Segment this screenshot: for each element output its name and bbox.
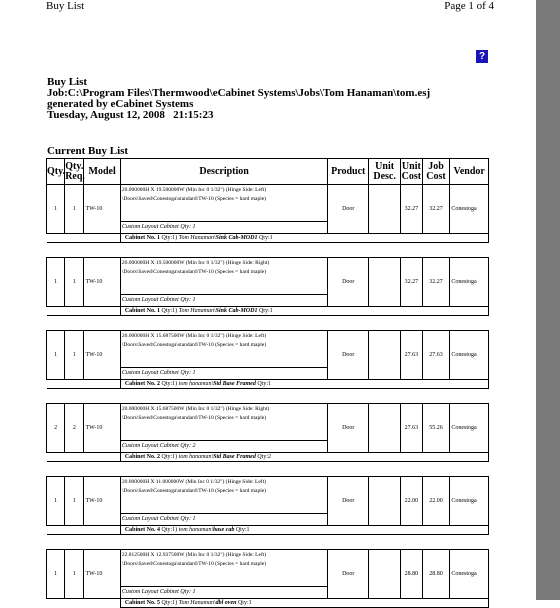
product-cell: Door bbox=[328, 550, 369, 599]
table-row bbox=[47, 477, 489, 526]
cabinet-info bbox=[120, 453, 488, 462]
product-cell: Door bbox=[328, 258, 369, 307]
cabinet-total-qty: Qty:2 bbox=[257, 454, 271, 460]
cabinet-name: dbl oven bbox=[215, 600, 237, 606]
cabinet-name: Sink Cab-MOD1 bbox=[215, 235, 258, 241]
page-header-bar bbox=[46, 0, 494, 14]
custom-layout-text: Custom Layout Cabinet Qty: 1 bbox=[121, 513, 328, 525]
product-cell: Door bbox=[328, 185, 369, 234]
cabinet-info bbox=[120, 526, 488, 535]
cabinet-total-qty: Qty:1 bbox=[258, 308, 273, 314]
model-cell: TW-10 bbox=[84, 477, 120, 526]
cabinet-qty: Qty:1) bbox=[161, 527, 178, 533]
description-text: 20.000000H X 19.500000W (Min Inc 0 1/32") (Hinge Side: Right) \Doors\Saved\Conestoga\standard\TW-10 (Species = hard maple) bbox=[121, 260, 270, 275]
cabinet-number: Cabinet No. 2 bbox=[124, 381, 160, 387]
header-row bbox=[47, 159, 489, 185]
section-title: Current Buy List bbox=[47, 145, 129, 157]
product-cell: Door bbox=[328, 477, 369, 526]
cabinet-name: base cab bbox=[213, 527, 235, 533]
qty-cell: 1 bbox=[47, 550, 65, 599]
cabinet-owner: tom hanaman\ bbox=[178, 381, 214, 387]
report-header bbox=[47, 77, 430, 121]
unit-cost-cell: 27.63 bbox=[401, 331, 422, 380]
col-model: Model bbox=[84, 159, 120, 185]
job-cost-cell: 32.27 bbox=[422, 185, 450, 234]
col-vendor: Vendor bbox=[450, 159, 489, 185]
table-row bbox=[47, 258, 489, 307]
model-cell: TW-10 bbox=[84, 404, 120, 453]
cabinet-info bbox=[120, 307, 488, 316]
table-row bbox=[47, 550, 489, 599]
model-cell: TW-10 bbox=[84, 550, 120, 599]
cabinet-owner: Tom Hanaman\ bbox=[178, 308, 216, 314]
help-icon[interactable]: ? bbox=[476, 50, 488, 63]
job-cost-cell: 22.00 bbox=[422, 477, 450, 526]
description-cell bbox=[120, 331, 328, 380]
qty-cell: 1 bbox=[47, 185, 65, 234]
vendor-cell: Conestoga bbox=[450, 331, 489, 380]
cabinet-row bbox=[47, 307, 489, 316]
qty-req-cell: 1 bbox=[65, 477, 84, 526]
model-cell: TW-10 bbox=[84, 331, 120, 380]
job-path: Job:C:\Program Files\Thermwood\eCabinet Systems\Jobs\Tom Hanaman\tom.esj bbox=[47, 87, 431, 99]
model-cell: TW-10 bbox=[84, 185, 120, 234]
description-cell bbox=[120, 258, 328, 307]
cabinet-owner: tom hanaman\ bbox=[178, 454, 214, 460]
cabinet-owner: Tom Hanaman\ bbox=[178, 600, 216, 606]
vendor-cell: Conestoga bbox=[450, 404, 489, 453]
unit-desc-cell bbox=[369, 477, 401, 526]
generated-by: generated by eCabinet Systems bbox=[47, 98, 194, 110]
job-cost-cell: 55.26 bbox=[422, 404, 450, 453]
cabinet-owner: Tom Hanaman\ bbox=[178, 235, 216, 241]
description-cell bbox=[120, 185, 328, 234]
qty-cell: 1 bbox=[47, 258, 65, 307]
cabinet-name: Sink Cab-MOD1 bbox=[215, 308, 258, 314]
col-unit-desc: Unit Desc. bbox=[369, 159, 401, 185]
description-cell bbox=[120, 404, 328, 453]
description-text: 20.000000H X 15.687500W (Min Inc 0 1/32") (Hinge Side: Right) \Doors\Saved\Conestoga\standard\TW-10 (Species = hard maple) bbox=[121, 406, 270, 421]
row-spacer bbox=[47, 316, 489, 331]
row-spacer bbox=[47, 389, 489, 404]
row-spacer bbox=[47, 535, 489, 550]
description-cell bbox=[120, 477, 328, 526]
description-text: 22.812500H X 12.937500W (Min Inc 0 1/32") (Hinge Side: Left) \Doors\Saved\Conestoga\standard\TW-10 (Species = hard maple) bbox=[121, 552, 267, 567]
cabinet-total-qty: Qty:1 bbox=[258, 235, 273, 241]
unit-desc-cell bbox=[369, 550, 401, 599]
qty-req-cell: 1 bbox=[65, 258, 84, 307]
custom-layout-text: Custom Layout Cabinet Qty: 1 bbox=[121, 367, 328, 379]
cabinet-number: Cabinet No. 5 bbox=[124, 600, 160, 606]
page-number: Page 1 of 4 bbox=[444, 0, 494, 12]
report-date: Tuesday, August 12, 2008 21:15:23 bbox=[47, 109, 214, 121]
cabinet-info bbox=[120, 234, 488, 243]
unit-desc-cell bbox=[369, 404, 401, 453]
vendor-cell: Conestoga bbox=[450, 550, 489, 599]
cabinet-number: Cabinet No. 4 bbox=[124, 527, 160, 533]
cabinet-row bbox=[47, 234, 489, 243]
qty-req-cell: 1 bbox=[65, 331, 84, 380]
qty-cell: 2 bbox=[47, 404, 65, 453]
custom-layout-text: Custom Layout Cabinet Qty: 1 bbox=[121, 294, 328, 306]
report-name: Buy List bbox=[46, 0, 85, 12]
cabinet-number: Cabinet No. 2 bbox=[124, 454, 160, 460]
report-title: Buy List bbox=[47, 76, 88, 88]
vendor-cell: Conestoga bbox=[450, 477, 489, 526]
qty-cell: 1 bbox=[47, 477, 65, 526]
cabinet-row bbox=[47, 526, 489, 535]
description-text: 20.000000H X 19.500000W (Min Inc 0 1/32") (Hinge Side: Left) \Doors\Saved\Conestoga\standard\TW-10 (Species = hard maple) bbox=[121, 187, 267, 202]
description-text: 20.000000H X 15.687500W (Min Inc 0 1/32") (Hinge Side: Left) \Doors\Saved\Conestoga\standard\TW-10 (Species = hard maple) bbox=[121, 333, 267, 348]
cabinet-info bbox=[120, 380, 488, 389]
qty-req-cell: 1 bbox=[65, 185, 84, 234]
table-row bbox=[47, 185, 489, 234]
unit-desc-cell bbox=[369, 185, 401, 234]
vendor-cell: Conestoga bbox=[450, 258, 489, 307]
description-cell bbox=[120, 550, 328, 599]
unit-cost-cell: 27.63 bbox=[401, 404, 422, 453]
cabinet-total-qty: Qty:1 bbox=[235, 527, 250, 533]
unit-cost-cell: 32.27 bbox=[401, 185, 422, 234]
cabinet-name: Std Base Framed bbox=[213, 381, 256, 387]
table-row bbox=[47, 404, 489, 453]
product-cell: Door bbox=[328, 331, 369, 380]
cabinet-total-qty: Qty:1 bbox=[257, 381, 271, 387]
cabinet-qty: Qty:1) bbox=[161, 235, 178, 241]
table-row bbox=[47, 331, 489, 380]
job-cost-cell: 32.27 bbox=[422, 258, 450, 307]
cabinet-owner: tom hanaman\ bbox=[178, 527, 214, 533]
row-spacer bbox=[47, 462, 489, 477]
cabinet-number: Cabinet No. 1 bbox=[124, 308, 160, 314]
job-cost-cell: 27.63 bbox=[422, 331, 450, 380]
unit-desc-cell bbox=[369, 258, 401, 307]
buy-list-table bbox=[46, 158, 489, 608]
unit-cost-cell: 28.80 bbox=[401, 550, 422, 599]
cabinet-qty: Qty:1) bbox=[161, 308, 178, 314]
col-qty-req: Qty. Req. bbox=[65, 159, 84, 185]
cabinet-number: Cabinet No. 1 bbox=[124, 235, 160, 241]
custom-layout-text: Custom Layout Cabinet Qty: 2 bbox=[121, 440, 328, 452]
cabinet-total-qty: Qty:1 bbox=[237, 600, 252, 606]
unit-desc-cell bbox=[369, 331, 401, 380]
description-text: 20.000000H X 11.000000W (Min Inc 0 1/32") (Hinge Side: Left) \Doors\Saved\Conestoga\standard\TW-10 (Species = hard maple) bbox=[121, 479, 267, 494]
cabinet-qty: Qty:1) bbox=[161, 600, 178, 606]
qty-req-cell: 1 bbox=[65, 550, 84, 599]
vendor-cell: Conestoga bbox=[450, 185, 489, 234]
col-job-cost: Job Cost bbox=[422, 159, 450, 185]
row-spacer bbox=[47, 243, 489, 258]
cabinet-row bbox=[47, 453, 489, 462]
custom-layout-text: Custom Layout Cabinet Qty: 1 bbox=[121, 586, 328, 598]
qty-cell: 1 bbox=[47, 331, 65, 380]
unit-cost-cell: 22.00 bbox=[401, 477, 422, 526]
model-cell: TW-10 bbox=[84, 258, 120, 307]
col-unit-cost: Unit Cost bbox=[401, 159, 422, 185]
job-cost-cell: 28.80 bbox=[422, 550, 450, 599]
qty-req-cell: 2 bbox=[65, 404, 84, 453]
col-product: Product bbox=[328, 159, 369, 185]
unit-cost-cell: 32.27 bbox=[401, 258, 422, 307]
cabinet-row bbox=[47, 380, 489, 389]
cabinet-qty: Qty:1) bbox=[161, 381, 178, 387]
col-description: Description bbox=[120, 159, 328, 185]
col-qty: Qty. bbox=[47, 159, 65, 185]
product-cell: Door bbox=[328, 404, 369, 453]
cabinet-name: Std Base Framed bbox=[213, 454, 256, 460]
custom-layout-text: Custom Layout Cabinet Qty: 1 bbox=[121, 221, 328, 233]
cabinet-qty: Qty:1) bbox=[161, 454, 178, 460]
scrollbar[interactable] bbox=[536, 0, 560, 600]
